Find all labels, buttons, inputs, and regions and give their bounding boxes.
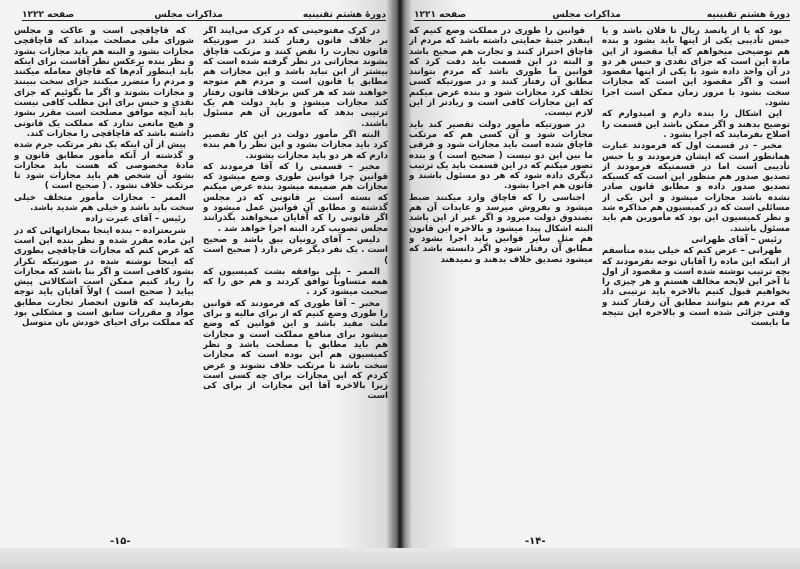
paragraph-text: قوانین را طوری در مملکت وضع کنیم که اینقدر جنبهٔ حمایتی داشته باشد که مردم از قاچاق احتراز کنند و تجارت هم صحیح باشد و البته در این قسمت باید دقت کرد که قوانین ما طوری باشد که مردم بتوانند مطابق آن رفتار کنند و در صورتیکه کسی تخلف کرد مجازات شود و بنده عرض میکنم که این مجازات کافی است و زیادتر از این لازم نیست. xyxy=(409,26,593,119)
paragraph xyxy=(602,141,790,234)
session-label: دورهٔ هشتم تقنینیه xyxy=(706,10,790,20)
paragraph xyxy=(14,193,194,214)
right-page xyxy=(400,0,800,569)
paragraph xyxy=(203,267,388,298)
paragraph xyxy=(203,130,388,161)
text-column xyxy=(409,26,593,531)
paragraph xyxy=(602,26,790,108)
speaker-name: مخبر xyxy=(761,141,783,152)
paragraph-text: – بنده اینجا بمجازاتهائی که در این ماده مقرر شده و نظر بنده این است که عرض کنم که مجازات قاچاقچی بطوری که اینجا نوشته شده در صورتیکه تکرار بشود کافی است و اگر بنا باشد که مجازات را زیاد کنیم ممکن است اشکالاتی پیش بیاید ( صحیح است ) اولاً آقایان باید توجه بفرمایند که قانون انحصار تجارت مطابق مواد و مقررات سابق است و مشکلی بود که مملکت برای احیای خودش بان متوسل xyxy=(14,225,194,329)
speaker-name: طهرانی xyxy=(748,246,782,257)
paragraph xyxy=(602,109,790,140)
paragraph xyxy=(203,235,388,266)
paragraph xyxy=(602,235,790,245)
page-label: صفحه ۱۲۲۱ xyxy=(414,10,467,20)
paragraph-text: – آقا طوری که فرمودند که قوانین را طوری وضع کنیم که از برای مالیه و برای ملت مفید باشد و این قوانین که وضع میشود برای منافع مملکت است و مجازات هم باید مطابق با مصلحت باشد و نظر کمیسیون هم این بوده است که مجازات سخت باشد تا مرتکب خلاف نشوند و عرض کردم که این مجازات برای چه کسی است زیرا بالاخره آقا این مجازات از برای کی است xyxy=(203,298,388,402)
paragraph xyxy=(602,246,790,328)
paragraph-text: که قاچاقچی است و عاکت و مجلس شورای ملی مصلحت میداند که قاچاقچی مجازات بشود و البته هم باید مجازات بشود و نظر بنده برعکس نظر آقاست برای اینکه باید اینطور آدم‌ها که قاچاق معامله میکنند و مردم را متضرر میکنند جزای سخت ببینند و مجازات بشوند و اگر ما بگوئیم که جزای نقدی و حبس برای این مطلب کافی نیست باید آنچه موافق مصلحت است مقرر بشود و هیچ مانعی ندارد که مملکت یک قانونی داشته باشد که قاچاقچی را مجازات کند. xyxy=(14,26,194,139)
paragraph-text: – آقای عبرت زاده xyxy=(85,214,160,225)
paragraph-text: بود که یا از پانصد ریال تا فلان باشد و یا حبس تأدیبی یکی از اینها باید بشود و بنده هم توضیحی میخواهم که آیا مقصود از این ماده این است که جزای نقدی و حبس هر دو در آن واحد داده شود یا یکی از اینها مقصود است و اگر مقصود این است که مجازات سخت بشود با مرور زمان ممکن است اجرا نشود. xyxy=(602,26,790,109)
speaker-name: مخبر xyxy=(359,161,380,172)
text-column xyxy=(602,26,790,531)
paragraph-text: در کرک مفتوحیتی که در کرک می‌آیند اگر بر خلاف قانون رفتار کنند در صورتیکه قانون تجارت را نقض کنند و مرتکب قاچاق بشوند مجازاتی در نظر گرفته شده است که بیشتر از این نباید باشد و این مجازات هم مطابق با قانون است و مردم هم متوجه خواهند شد که هر کس برخلاف قانون رفتار کند مجازات میشود و باید دولت هم یک ترتیبی بدهد که مأمورین آن هم مسئول باشند. xyxy=(203,26,388,129)
speaker-name: الممر xyxy=(162,192,186,203)
speaker-name: شریعتزاده xyxy=(142,225,186,236)
left-page xyxy=(0,0,398,569)
paragraph-text: – بلی بوافقه بشت کمیسیون که همه متساویاً توافق کردند و هم حق را که صحبت میشود کرد . xyxy=(203,266,388,298)
scan-edge xyxy=(0,548,800,569)
paragraph-text: – قسمتی را که آقا فرمودند که قوانین چرا قوانین طوری وضع میشود که مجازات هم ضمیمه میشود بنده عرض میکنم که بسته است بر قانونی که در مجلس گذشته و مطابق آن قوانین عمل میشود و اگر قانونی را که آقایان میخواهند بگذرانند مجلس تصویب کرد البته اجرا خواهد شد . xyxy=(203,161,388,234)
paragraph xyxy=(203,26,388,129)
paragraph-text: – آقای رونیان بیق باشد و صحیح است . یک نفر دیگر عرض دارد ( صحیح است ) xyxy=(203,234,388,266)
page-label: صفحه ۱۲۲۲ xyxy=(22,10,75,20)
paragraph-text: در صورتیکه مأمور دولت تقصیر کند باید مجازات شود و آن کسی هم که مرتکب قاچاق شده است باید مجازات شود و فرقی ما بین این دو نیست ( صحیح است ) و بنده تصور میکنم که در این قسمت باید یک ترتیب دیگری داده شود که هر دو مسئول باشند و قانون هم اجرا بشود. xyxy=(409,119,593,192)
book-gutter xyxy=(395,0,405,569)
page-number: -۱۵- xyxy=(110,536,131,547)
paragraph xyxy=(203,162,388,234)
header-title: مذاکرات مجلس xyxy=(552,10,621,20)
paragraph-text: اجناسی را که قاچاق وارد میکنند ضبط میشود و بفروش میرسد و عایدات آن هم بصندوق دولت میرود و اگر غیر از این باشد البته اشکال پیدا میشود و بالاخره این قانون هم مثل سایر قوانین باید اجرا بشود و مطابق آن رفتار شود و اگر دانسته باشد که میشود تصدیق خلاف بدهند و نمیدهند xyxy=(409,192,593,265)
paragraph-text: البته اگر مأمور دولت در این کار تقصیر کرد باید مجازات بشود و این نظر را هم بنده دارم که هر دو باید مجازات بشوند. xyxy=(203,129,388,161)
session-label: دورهٔ هشتم تقنینیه xyxy=(302,10,386,20)
paragraph xyxy=(14,140,194,191)
paragraph xyxy=(14,214,194,224)
paragraph-text: – مجازات مأمور متخلف خیلی سخت باید باشد و خیلی هم شدید باشد. xyxy=(14,192,194,214)
paragraph-text: – عرض کنم که خیلی بنده متأسفم از اینکه این ماده را آقایان توجه نفرمودند که بچه ترتیب نوشته شده است و مقصود از اول تا آخر این لایحه مخالف هستم و هر چیزی را بخواهیم قبول کنیم بالاخره باید ترتیبی داد که مردم هم بتوانند مطابق آن رفتار کنند و وقتی جزائی شده است و بالاخره این نتیجه ما بایست xyxy=(602,246,790,329)
paragraph xyxy=(409,26,593,119)
speaker-name: الممر xyxy=(356,266,380,277)
speaker-name: دلیس xyxy=(356,234,380,245)
paragraph xyxy=(409,193,593,265)
paragraph-text: – آقای طهرانی xyxy=(691,234,756,245)
text-column xyxy=(14,26,194,531)
paragraph-text: پیش از آن اینکه یک نفر مرتکب جرم شده و گذشته از آنکه مأمور مطابق قانون و مادهٔ مخصوصی که هست باید مجازات بشود آن شخص هم باید مجازات شود تا مرتکب خلاف نشود . ( صحیح است ) xyxy=(14,140,194,192)
page-number: -۱۴- xyxy=(525,536,546,547)
speaker-name: رئیس xyxy=(758,234,782,245)
header-title: مذاکرات مجلس xyxy=(154,10,223,20)
speaker-name: رئیس xyxy=(162,214,186,225)
paragraph-text: این اشکال را بنده دارم و امیدوارم که توضیح بدهند و اگر ممکن باشد این قسمت را اصلاح بفرمایند که اجرا بشود . xyxy=(602,109,790,140)
page-header xyxy=(22,6,386,21)
speaker-name: مخبر xyxy=(359,298,381,309)
page-header xyxy=(414,6,790,21)
paragraph-text: – در قسمت اول که فرمودند عبارت همانطور است که ایشان فرمودند و یا حبس تأدیبی است اما در قسمتیکه فرمودند از تصدیق صدور هم منظور این است که کسیکه تصدیق صدور داده و مطابق قانون صادر نشده باشد مجازات میشود و این یکی از مسائلی است که در کمیسیون هم مذاکره شد و نظر کمیسیون این بود که مأمورین هم باید مسئول باشند. xyxy=(602,141,790,234)
paragraph xyxy=(14,226,194,329)
paragraph xyxy=(203,299,388,402)
paragraph xyxy=(409,120,593,192)
paragraph xyxy=(14,26,194,139)
text-column xyxy=(203,26,388,531)
